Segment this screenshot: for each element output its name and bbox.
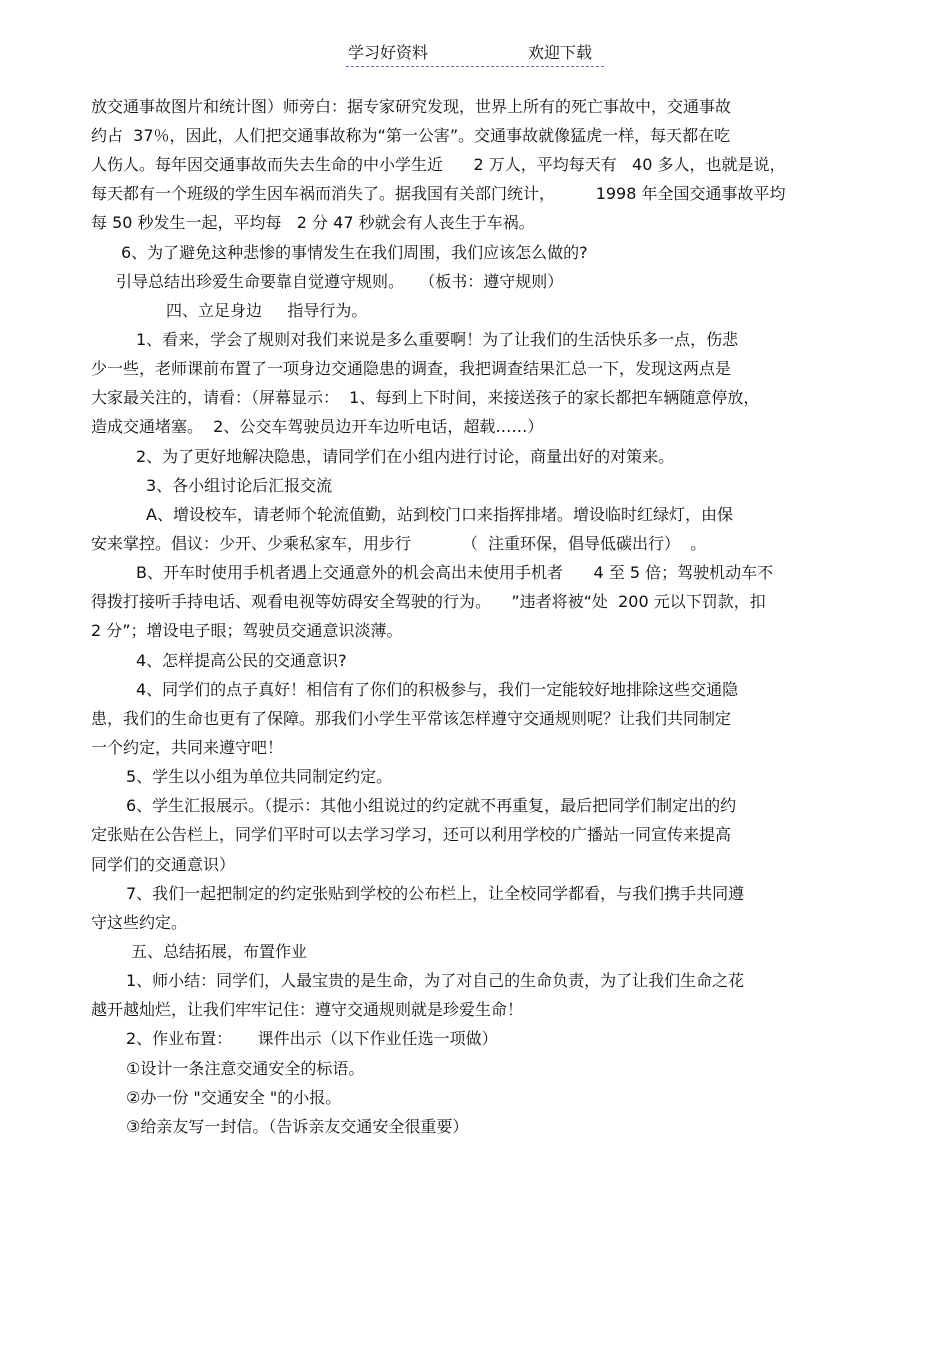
text-line: 6、学生汇报展示。（提示：其他小组说过的约定就不再重复，最后把同学们制定出的约 bbox=[126, 796, 737, 815]
text-line: 4、怎样提高公民的交通意识? bbox=[136, 651, 347, 670]
text-line: 得拨打接听手持电话、观看电视等妨碍安全驾驶的行为。 ”违者将被“处 200 元以下罚款，扣 bbox=[91, 592, 766, 611]
section-heading: 五、总结拓展，布置作业 bbox=[131, 942, 308, 961]
text-line: B、开车时使用手机者遇上交通意外的机会高出未使用手机者 4 至 5 倍；驾驶机动车不 bbox=[136, 563, 774, 582]
text-line: 5、学生以小组为单位共同制定约定。 bbox=[126, 767, 393, 786]
list-item: ③给亲友写一封信。（告诉亲友交通安全很重要） bbox=[126, 1117, 469, 1136]
text-line: 每天都有一个班级的学生因车祸而消失了。据我国有关部门统计， 1998 年全国交通事故平均 bbox=[91, 184, 786, 203]
text-line: A、增设校车，请老师个轮流值勤，站到校门口来指挥排堵。增设临时红绿灯，由保 bbox=[146, 505, 733, 524]
text-line: 2、为了更好地解决隐患，请同学们在小组内进行讨论，商量出好的对策来。 bbox=[136, 447, 675, 466]
list-item: ①设计一条注意交通安全的标语。 bbox=[126, 1059, 365, 1078]
text-line: 1、看来，学会了规则对我们来说是多么重要啊！为了让我们的生活快乐多一点，伤悲 bbox=[136, 330, 739, 349]
text-line: 放交通事故图片和统计图）师旁白：据专家研究发现，世界上所有的死亡事故中，交通事故 bbox=[91, 97, 732, 116]
list-item: ②办一份 "交通安全 "的小报。 bbox=[126, 1088, 342, 1107]
text-line: 定张贴在公告栏上，同学们平时可以去学习学习，还可以利用学校的广播站一同宣传来提高 bbox=[91, 825, 732, 844]
section-heading: 四、立足身边 指导行为。 bbox=[166, 301, 368, 320]
text-line: 大家最关注的，请看：（屏幕显示： 1、每到上下时间，来接送孩子的家长都把车辆随意停放， bbox=[91, 388, 760, 407]
text-line: 2、作业布置： 课件出示（以下作业任选一项做） bbox=[126, 1029, 498, 1048]
text-line: 6、为了避免这种悲惨的事情发生在我们周围，我们应该怎么做的? bbox=[121, 243, 588, 262]
text-line: 患，我们的生命也更有了保障。那我们小学生平常该怎样遵守交通规则呢？让我们共同制定 bbox=[91, 709, 732, 728]
text-line: 约占 37％，因此，人们把交通事故称为“第一公害”。交通事故就像猛虎一样，每天都在吃 bbox=[91, 126, 731, 145]
header-right-text: 欢迎下载 bbox=[528, 43, 593, 62]
text-line: 造成交通堵塞。 2、公交车驾驶员边开车边听电话，超载……） bbox=[91, 417, 544, 436]
text-line: 人伤人。每年因交通事故而失去生命的中小学生近 2 万人，平均每天有 40 多人，也就是说， bbox=[91, 155, 786, 174]
text-line: 同学们的交通意识） bbox=[91, 855, 236, 874]
text-line: 守这些约定。 bbox=[91, 913, 188, 932]
text-line: 安来掌控。倡议：少开、少乘私家车，用步行 （ 注重环保，倡导低碳出行） 。 bbox=[91, 534, 707, 553]
text-line: 引导总结出珍爱生命要靠自觉遵守规则。 （板书：遵守规则） bbox=[116, 272, 564, 291]
text-line: 一个约定，共同来遵守吧！ bbox=[91, 738, 284, 757]
text-line: 7、我们一起把制定的约定张贴到学校的公布栏上，让全校同学都看，与我们携手共同遵 bbox=[126, 884, 745, 903]
text-line: 少一些，老师课前布置了一项身边交通隐患的调查，我把调查结果汇总一下，发现这两点是 bbox=[91, 359, 732, 378]
text-line: 每 50 秒发生一起，平均每 2 分 47 秒就会有人丧生于车祸。 bbox=[91, 213, 535, 232]
text-line: 3、各小组讨论后汇报交流 bbox=[146, 476, 333, 495]
text-line: 2 分”；增设电子眼；驾驶员交通意识淡薄。 bbox=[91, 621, 403, 640]
header-left-text: 学习好资料 bbox=[348, 43, 429, 62]
text-line: 4、同学们的点子真好！相信有了你们的积极参与，我们一定能较好地排除这些交通隐 bbox=[136, 680, 739, 699]
page-header bbox=[346, 40, 604, 67]
text-line: 1、师小结：同学们，人最宝贵的是生命，为了对自己的生命负责，为了让我们生命之花 bbox=[126, 971, 745, 990]
text-line: 越开越灿烂，让我们牢牢记住：遵守交通规则就是珍爱生命！ bbox=[91, 1000, 524, 1019]
